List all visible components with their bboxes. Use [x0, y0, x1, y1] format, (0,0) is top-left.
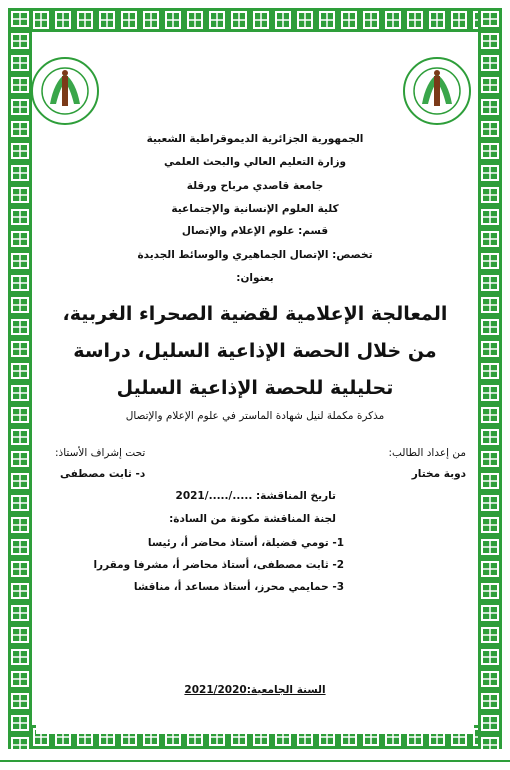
thesis-subtitle: مذكرة مكملة لنيل شهادة الماستر في علوم الإعلام والإتصال — [125, 410, 385, 422]
committee-heading: لجنة المناقشة مكونة من السادة: — [169, 513, 336, 525]
academic-year: السنة الجامعية:2021/2020 — [184, 684, 326, 696]
committee-member-2: 2- ثابت مصطفى، أستاذ محاضر أ، مشرفا ومقررا — [93, 559, 344, 571]
border-left — [8, 8, 32, 749]
university-seal-right — [402, 56, 472, 126]
thesis-title: المعالجة الإعلامية لقضية الصحراء الغربية، من خلال الحصة الإذاعية السليل، دراسة تحليلية للحصة الإذاعية السليل — [62, 303, 448, 399]
specialty-line: تخصص: الإتصال الجماهيري والوسائط الجديدة — [137, 249, 373, 261]
ministry-line: وزارة التعليم العالي والبحث العلمي — [163, 156, 347, 168]
faculty-line: كلية العلوم الإنسانية والإجتماعية — [171, 203, 339, 215]
student-label: من إعداد الطالب: — [388, 447, 466, 459]
university-seal-left — [30, 56, 100, 126]
university-line: جامعة قاصدي مرباح ورقلة — [186, 180, 324, 192]
supervisor-name: د- ثابت مصطفى — [60, 468, 146, 480]
border-top — [8, 8, 502, 32]
title-label: بعنوان: — [236, 272, 274, 284]
department-line: قسم: علوم الإعلام والإتصال — [181, 225, 329, 237]
committee-member-1: 1- تومي فضيلة، أستاذ محاضر أ، رئيسا — [147, 537, 344, 549]
defense-date: تاريخ المناقشة: ...../...../2021 — [175, 490, 336, 502]
student-name: دوبة مختار — [411, 468, 466, 480]
bottom-rule — [0, 760, 510, 762]
committee-member-3: 3- حمايمي محرز، أستاذ مساعد أ، مناقشا — [133, 581, 344, 593]
republic-line: الجمهورية الجزائرية الديموقراطية الشعبية — [146, 133, 364, 145]
border-right — [478, 8, 502, 749]
supervisor-label: تحت إشراف الأستاذ: — [55, 447, 146, 459]
